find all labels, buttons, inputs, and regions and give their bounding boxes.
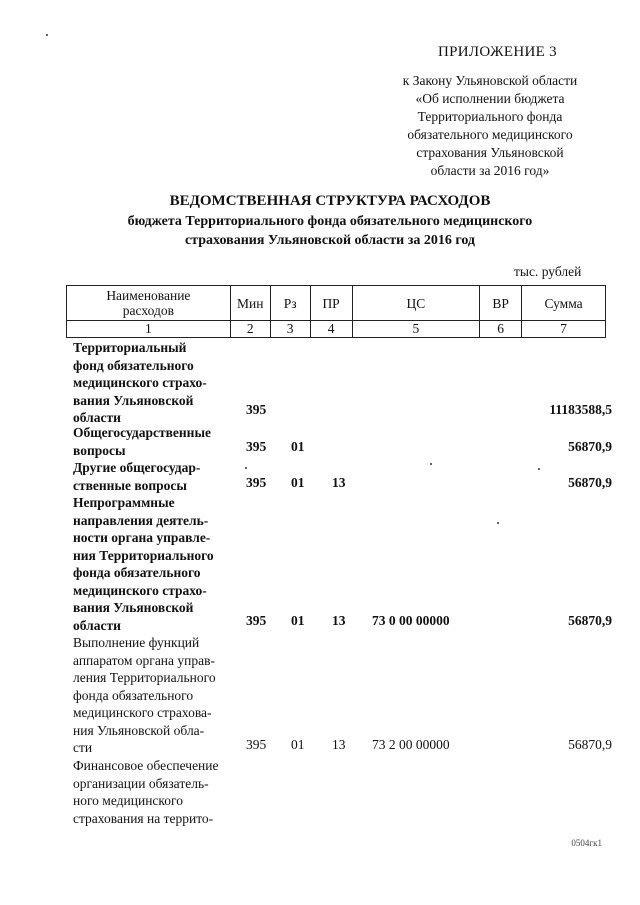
row-name: Выполнение функций аппаратом органа управ- ления Территориального фонда обязательного медицинского страхова- ния Ульяновской обла- сти bbox=[73, 635, 216, 755]
row-sum: 56870,9 bbox=[568, 439, 612, 454]
header-rz: Рз bbox=[270, 286, 310, 321]
row-cs: 73 2 00 00000 bbox=[372, 737, 450, 752]
scan-speck bbox=[245, 467, 247, 469]
appendix-reference bbox=[380, 72, 600, 180]
units-label: тыс. рублей bbox=[514, 264, 582, 279]
scan-speck bbox=[538, 468, 540, 470]
row-cs: 73 0 00 00000 bbox=[372, 613, 450, 628]
column-number: 3 bbox=[270, 321, 310, 338]
row-min: 395 bbox=[246, 475, 267, 490]
column-number: 7 bbox=[522, 321, 606, 338]
header-vr: ВР bbox=[480, 286, 522, 321]
column-number: 1 bbox=[67, 321, 231, 338]
row-rz: 01 bbox=[291, 613, 305, 628]
appendix-line: к Закону Ульяновской области bbox=[402, 73, 578, 88]
header-pr: ПР bbox=[310, 286, 352, 321]
row-min: 395 bbox=[246, 613, 267, 628]
row-sum: 56870,9 bbox=[568, 613, 612, 628]
row-min: 395 bbox=[246, 737, 267, 752]
row-name: Другие общегосудар- ственные вопросы bbox=[73, 460, 201, 493]
row-rz: 01 bbox=[291, 737, 305, 752]
header-cs: ЦС bbox=[352, 286, 480, 321]
scan-speck bbox=[497, 522, 499, 524]
column-number: 4 bbox=[310, 321, 352, 338]
appendix-line: «Об исполнении бюджета bbox=[415, 91, 565, 106]
column-number: 2 bbox=[230, 321, 270, 338]
row-rz: 01 bbox=[291, 439, 305, 454]
footer-code: 0504гк1 bbox=[571, 838, 602, 848]
row-min: 395 bbox=[246, 439, 267, 454]
appendix-title: ПРИЛОЖЕНИЕ 3 bbox=[438, 44, 557, 60]
row-pr: 13 bbox=[332, 613, 346, 628]
document-title: ВЕДОМСТВЕННАЯ СТРУКТУРА РАСХОДОВ bbox=[169, 193, 491, 209]
scan-speck bbox=[46, 34, 48, 36]
appendix-line: области за 2016 год» bbox=[430, 163, 550, 178]
row-name: Территориальный фонд обязательного медицинского страхо- вания Ульяновской области bbox=[73, 340, 207, 425]
header-name: Наименование расходов bbox=[67, 286, 231, 321]
row-name: Непрограммные направления деятель- ности органа управле- ния Территориального фонда обязательного медицинского страхо- вания Ульяновской области bbox=[73, 495, 214, 633]
row-rz: 01 bbox=[291, 475, 305, 490]
row-pr: 13 bbox=[332, 475, 346, 490]
row-name: Общегосударственные вопросы bbox=[73, 425, 211, 458]
appendix-line: обязательного медицинского bbox=[407, 127, 573, 142]
row-name: Финансовое обеспечение организации обязатель- ного медицинского страхования на террито- bbox=[73, 758, 219, 826]
header-sum: Сумма bbox=[522, 286, 606, 321]
header-min: Мин bbox=[230, 286, 270, 321]
row-pr: 13 bbox=[332, 737, 346, 752]
appendix-line: страхования Ульяновской bbox=[416, 145, 564, 160]
table-header bbox=[66, 285, 606, 338]
subtitle-line: страхования Ульяновской области за 2016 год bbox=[184, 233, 476, 248]
document-subtitle bbox=[60, 212, 600, 250]
column-number: 5 bbox=[352, 321, 480, 338]
scan-speck bbox=[430, 463, 432, 465]
row-min: 395 bbox=[246, 402, 267, 417]
column-number: 6 bbox=[480, 321, 522, 338]
row-sum: 56870,9 bbox=[568, 475, 612, 490]
row-sum: 11183588,5 bbox=[549, 402, 612, 417]
subtitle-line: бюджета Территориального фонда обязательного медицинского bbox=[127, 214, 533, 229]
appendix-line: Территориального фонда bbox=[417, 109, 563, 124]
row-sum: 56870,9 bbox=[568, 737, 612, 752]
